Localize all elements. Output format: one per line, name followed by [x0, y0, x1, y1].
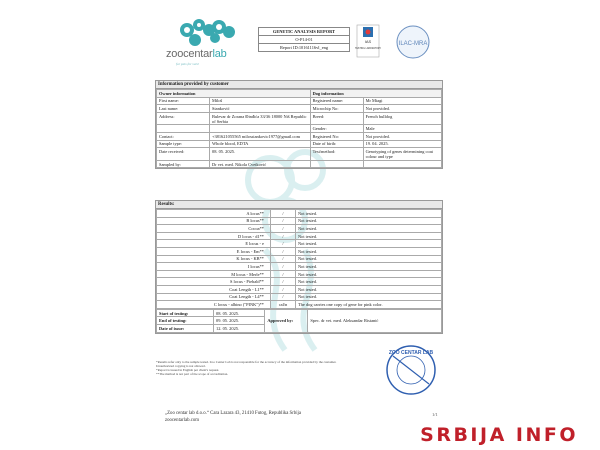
result-genotype: /	[271, 278, 296, 286]
result-genotype: /	[271, 210, 296, 218]
footer-address: „Zoo centar lab d.o.o.“ Cara Lazara 43, 21410 Futog, Republika Srbija	[165, 411, 302, 416]
customer-info-section	[155, 80, 443, 169]
info-value: Genotyping of genes determining coat colour and type	[363, 148, 441, 161]
result-genotype: /	[271, 240, 296, 248]
logo-main: zoocentar	[166, 48, 213, 60]
info-label	[310, 160, 363, 168]
result-locus: Cocoa**	[157, 225, 271, 233]
customer-info-title: Information provided by customer	[156, 81, 442, 89]
result-row	[157, 293, 442, 301]
result-locus: Coat Length - L4**	[157, 293, 271, 301]
result-row	[157, 255, 442, 263]
result-locus: Coat Length - L1**	[157, 285, 271, 293]
issue-label: Date of issue:	[157, 324, 214, 332]
info-row	[157, 140, 442, 148]
srbija-info-watermark: SRBIJA INFO	[420, 424, 578, 446]
result-value: Not tested.	[296, 255, 442, 263]
info-value: Mr Miagi	[363, 97, 441, 105]
result-row	[157, 301, 442, 309]
result-locus: B locus**	[157, 217, 271, 225]
result-value: Not tested.	[296, 217, 442, 225]
result-locus: E locus - Em**	[157, 247, 271, 255]
report-title-box	[258, 27, 350, 52]
result-value: Not tested.	[296, 240, 442, 248]
ilac-mra-logo-icon	[393, 24, 433, 60]
info-label: Gender:	[310, 125, 363, 133]
result-value: Not tested.	[296, 270, 442, 278]
result-row	[157, 240, 442, 248]
note-line: **The method is not part of the scope of accreditation.	[156, 372, 229, 376]
result-row	[157, 270, 442, 278]
info-row	[157, 105, 442, 113]
info-label: Registered name:	[310, 97, 363, 105]
info-label: Contact:	[157, 132, 210, 140]
note-line: *Results refer only to the sample tested. Zoo Center Lab is not responsible for the accuracy of the information provided by the customer.	[156, 360, 337, 364]
accreditation-badge-icon	[355, 24, 381, 58]
result-locus: C locus - albino ("PINK")**	[157, 301, 271, 309]
result-genotype: /	[271, 285, 296, 293]
report-code: O-P14-01	[259, 36, 349, 44]
result-value: The dog carries one copy of gene for pink color.	[296, 301, 442, 309]
info-value: Not provided.	[363, 105, 441, 113]
result-row	[157, 247, 442, 255]
info-row	[157, 148, 442, 161]
result-genotype: /	[271, 247, 296, 255]
approved-value: Spec. dr vet. med. Aleksandar Ristanić	[308, 309, 442, 332]
result-locus: K locus - KB**	[157, 255, 271, 263]
info-row	[157, 97, 442, 105]
info-value: Stanković	[210, 105, 311, 113]
dog-heading: Dog information	[310, 90, 441, 98]
customer-info-table	[156, 89, 442, 168]
info-row	[157, 125, 442, 133]
result-genotype: /	[271, 225, 296, 233]
result-value: Not tested.	[296, 293, 442, 301]
result-row	[157, 225, 442, 233]
owner-heading: Owner information	[157, 90, 311, 98]
result-genotype: /	[271, 270, 296, 278]
info-label: Registered No:	[310, 132, 363, 140]
footer-website: zoocentarlab.com	[165, 418, 199, 423]
info-label: Breed:	[310, 112, 363, 125]
info-value: Not provided.	[363, 132, 441, 140]
info-value	[363, 160, 441, 168]
approved-label: Approved by:	[265, 309, 308, 332]
result-value: Not tested.	[296, 232, 442, 240]
result-row	[157, 217, 442, 225]
info-row	[157, 160, 442, 168]
result-locus: D locus - d1**	[157, 232, 271, 240]
footer	[165, 410, 301, 424]
issue-value: 12. 05. 2025.	[214, 324, 265, 332]
info-value: 19. 04. 2025.	[363, 140, 441, 148]
note-line: Unauthorized copying is not allowed.	[156, 364, 206, 368]
end-label: End of testing:	[157, 317, 214, 325]
result-genotype: /	[271, 232, 296, 240]
result-genotype: cal/n	[271, 301, 296, 309]
result-row	[157, 232, 442, 240]
info-label: First name:	[157, 97, 210, 105]
info-value: French bulldog	[363, 112, 441, 125]
result-value: Not tested.	[296, 210, 442, 218]
info-value: 08. 05. 2025.	[210, 148, 311, 161]
report-title: GENETIC ANALYSIS REPORT	[259, 28, 349, 36]
info-label	[157, 125, 210, 133]
info-row	[157, 112, 442, 125]
info-value: Miloš	[210, 97, 311, 105]
result-genotype: /	[271, 255, 296, 263]
end-value: 09. 05. 2025.	[214, 317, 265, 325]
info-value: Bulevar dr Zorana Đinđića 33/36 18000 Niš Republic of Serbia	[210, 112, 311, 125]
info-label: Sampled by:	[157, 160, 210, 168]
result-row	[157, 278, 442, 286]
result-locus: S locus - Piebald**	[157, 278, 271, 286]
results-table	[156, 209, 442, 309]
logo-accent: lab	[212, 48, 227, 60]
info-label: Date received:	[157, 148, 210, 161]
badge-sub: TESTING LABORATORY	[355, 48, 381, 50]
ilac-text: ILAC-MRA	[398, 41, 428, 47]
result-row	[157, 210, 442, 218]
report-notes	[156, 360, 356, 376]
info-row	[157, 132, 442, 140]
page-number: 1/1	[432, 412, 438, 417]
logo-wordmark	[166, 48, 227, 60]
result-locus: I locus**	[157, 263, 271, 271]
result-genotype: /	[271, 293, 296, 301]
info-value: Male	[363, 125, 441, 133]
result-locus: E locus - e	[157, 240, 271, 248]
result-value: Not tested.	[296, 263, 442, 271]
note-line: *Report is issued in English per client's request.	[156, 368, 220, 372]
result-value: Not tested.	[296, 285, 442, 293]
info-label: Date of birth:	[310, 140, 363, 148]
result-genotype: /	[271, 217, 296, 225]
start-label: Start of testing:	[157, 309, 214, 317]
result-value: Not tested.	[296, 247, 442, 255]
start-value: 08. 05. 2025.	[214, 309, 265, 317]
logo-tagline: for pets for vets!	[176, 62, 200, 66]
info-label: Microchip No:	[310, 105, 363, 113]
results-title: Results:	[156, 201, 442, 209]
report-id: Report ID:10161116vl_eng	[279, 45, 329, 50]
stamp-text: ZOO CENTAR LAB	[388, 350, 434, 356]
result-locus: M locus - Merle**	[157, 270, 271, 278]
info-value: +381621055565 milosstankovic1977@gmail.com	[210, 132, 311, 140]
result-row	[157, 263, 442, 271]
badge-text: IAS	[364, 39, 372, 44]
results-section	[155, 200, 443, 334]
info-label: Address:	[157, 112, 210, 125]
info-label: Last name:	[157, 105, 210, 113]
result-locus: A locus**	[157, 210, 271, 218]
result-row	[157, 285, 442, 293]
result-value: Not tested.	[296, 225, 442, 233]
result-genotype: /	[271, 263, 296, 271]
info-value	[210, 125, 311, 133]
info-label: Sample type:	[157, 140, 210, 148]
result-value: Not tested.	[296, 278, 442, 286]
info-label: Test/method:	[310, 148, 363, 161]
info-value: Whole blood, EDTA	[210, 140, 311, 148]
info-value: Dr vet. med. Nikola Cvetković	[210, 160, 311, 168]
dates-table	[156, 309, 442, 333]
lab-stamp-icon	[385, 344, 437, 396]
